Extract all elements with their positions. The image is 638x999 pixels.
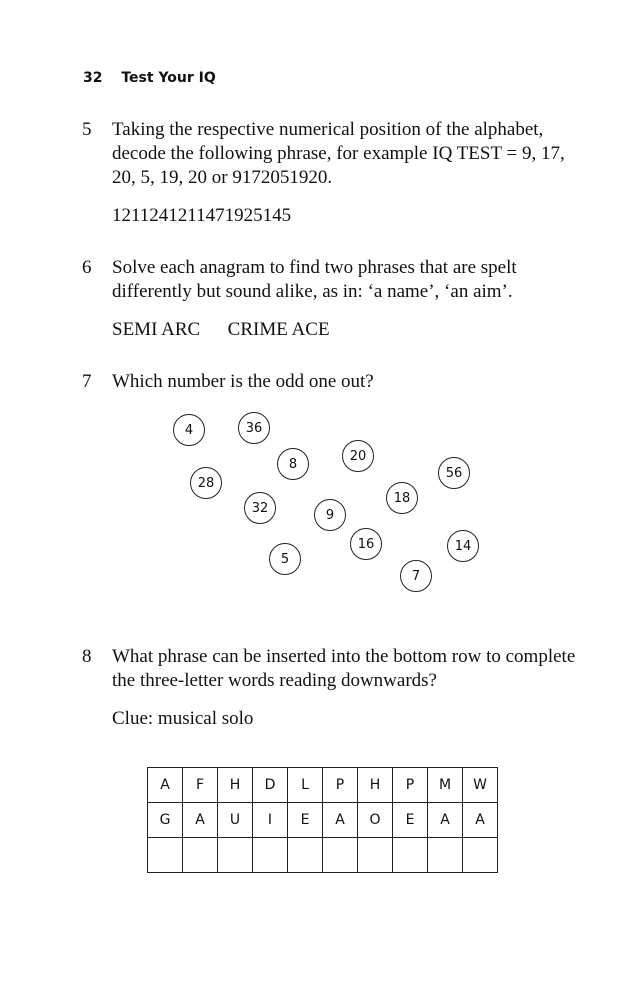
question-text: Taking the respective numerical position of the alphabet, decode the following phrase, for example IQ TEST = 9, 17, 20, 5, 19, 20 or 9172051920.: [112, 119, 565, 188]
question-number: 7: [82, 371, 92, 392]
number-circle: 7: [400, 560, 432, 592]
question-number: 6: [82, 257, 92, 278]
grid-cell: A: [183, 803, 218, 838]
number-circle: 4: [173, 414, 205, 446]
answer-cell[interactable]: [148, 838, 183, 873]
grid-row-middle: [148, 803, 498, 838]
grid-cell: O: [358, 803, 393, 838]
grid-cell: A: [463, 803, 498, 838]
page-header: [83, 70, 216, 86]
grid-cell: G: [148, 803, 183, 838]
grid-cell: M: [428, 768, 463, 803]
grid-cell: I: [253, 803, 288, 838]
grid-cell: F: [183, 768, 218, 803]
number-circle: 8: [277, 448, 309, 480]
anagram-2: CRIME ACE: [227, 319, 330, 340]
number-circle: 16: [350, 528, 382, 560]
answer-cell[interactable]: [393, 838, 428, 873]
number-circle: 36: [238, 412, 270, 444]
grid-cell: P: [323, 768, 358, 803]
grid-cell: L: [288, 768, 323, 803]
grid-cell: D: [253, 768, 288, 803]
grid-row-top: [148, 768, 498, 803]
answer-cell[interactable]: [428, 838, 463, 873]
question-number: 8: [82, 646, 92, 667]
grid-cell: A: [428, 803, 463, 838]
grid-cell: H: [358, 768, 393, 803]
answer-cell[interactable]: [463, 838, 498, 873]
grid-cell: E: [393, 803, 428, 838]
number-circle: 28: [190, 467, 222, 499]
anagram-1: SEMI ARC: [112, 319, 201, 340]
number-circle: 18: [386, 482, 418, 514]
answer-cell[interactable]: [288, 838, 323, 873]
answer-cell[interactable]: [253, 838, 288, 873]
code-sequence: 1211241211471925145: [112, 205, 292, 226]
question-text: What phrase can be inserted into the bottom row to complete the three-letter words reading downwards?: [112, 646, 576, 691]
number-circle: 20: [342, 440, 374, 472]
answer-cell[interactable]: [218, 838, 253, 873]
answer-cell[interactable]: [323, 838, 358, 873]
grid-cell: A: [323, 803, 358, 838]
grid-cell: H: [218, 768, 253, 803]
clue-text: Clue: musical solo: [112, 708, 254, 729]
question-number: 5: [82, 119, 92, 140]
grid-row-answer: [148, 838, 498, 873]
number-circle: 32: [244, 492, 276, 524]
answer-cell[interactable]: [183, 838, 218, 873]
question-text: Which number is the odd one out?: [112, 371, 374, 392]
letter-grid: [147, 767, 498, 873]
grid-cell: U: [218, 803, 253, 838]
running-title: Test Your IQ: [121, 70, 216, 86]
number-circle: 9: [314, 499, 346, 531]
number-circle: 5: [269, 543, 301, 575]
grid-cell: E: [288, 803, 323, 838]
grid-cell: W: [463, 768, 498, 803]
question-text: Solve each anagram to find two phrases that are spelt differently but sound alike, as in: ‘a name’, ‘an aim’.: [112, 257, 517, 302]
answer-cell[interactable]: [358, 838, 393, 873]
number-circle: 14: [447, 530, 479, 562]
number-circle: 56: [438, 457, 470, 489]
grid-cell: P: [393, 768, 428, 803]
grid-cell: A: [148, 768, 183, 803]
page-number: 32: [83, 70, 103, 86]
anagram-list: [112, 318, 582, 342]
